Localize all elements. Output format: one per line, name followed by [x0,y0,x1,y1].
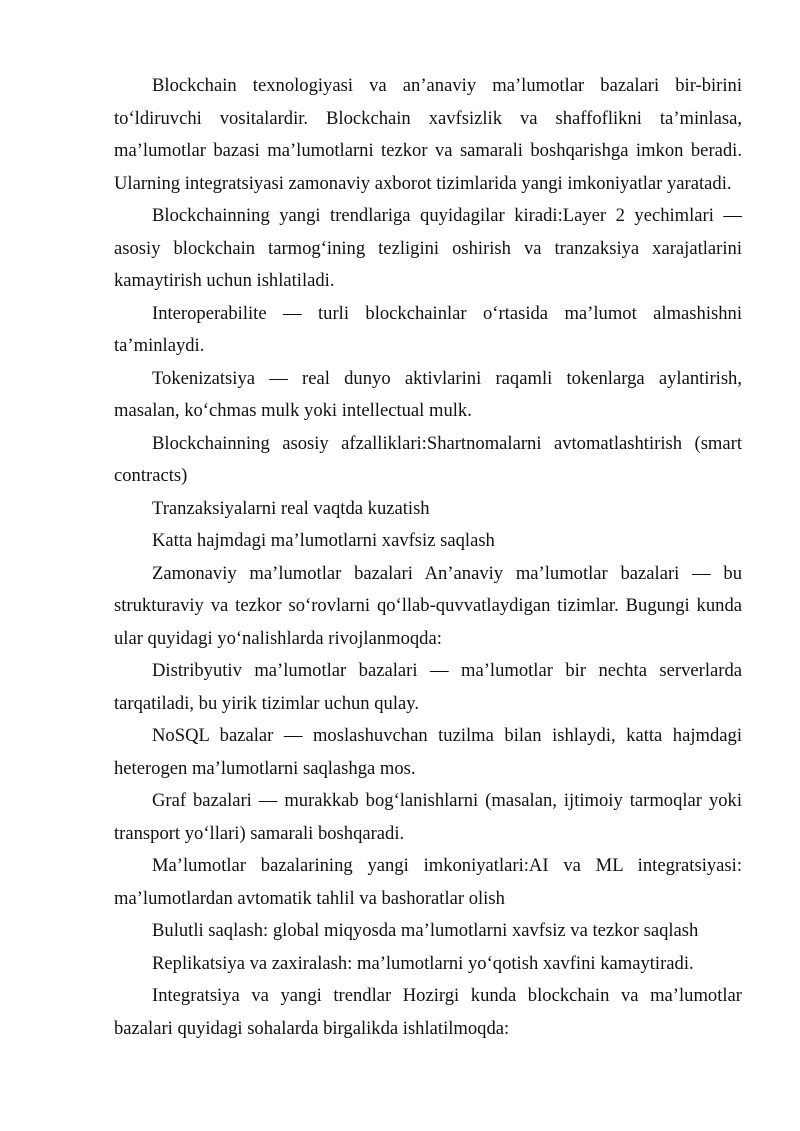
paragraph: Interoperabilite — turli blockchainlar o‘rtasida ma’lumot almashishni ta’minlaydi. [114,302,742,356]
paragraph: Replikatsiya va zaxiralash: ma’lumotlarni yo‘qotish xavfini kamaytiradi. [152,952,694,974]
paragraph: Integratsiya va yangi trendlar Hozirgi kunda blockchain va ma’lumotlar bazalari quyidagi sohalarda birgalikda ishlatilmoqda: [114,985,742,1039]
paragraph: Zamonaviy ma’lumotlar bazalari An’anaviy ma’lumotlar bazalari — bu strukturaviy va tezkor so‘rovlarni qo‘llab-quvvatlaydigan tizimlar. Bugungi kunda ular quyidagi yo‘nalishlarda rivojlanmoqda: [114,562,742,649]
paragraph: Blockchain texnologiyasi va an’anaviy ma’lumotlar bazalari bir-birini to‘ldiruvchi vositalardir. Blockchain xavfsizlik va shaffoflikni ta’minlasa, ma’lumotlar bazasi ma’lumotlarni tezkor va samarali boshqarishga imkon beradi. Ularning integratsiyasi zamonaviy axborot tizimlarida yangi imkoniyatlar yaratadi. [114,75,742,194]
paragraph: Distribyutiv ma’lumotlar bazalari — ma’lumotlar bir nechta serverlarda tarqatiladi, bu yirik tizimlar uchun qulay. [114,660,742,714]
paragraph: Tokenizatsiya — real dunyo aktivlarini raqamli tokenlarga aylantirish, masalan, ko‘chmas mulk yoki intellectual mulk. [114,367,742,421]
paragraph: Graf bazalari — murakkab bog‘lanishlarni (masalan, ijtimoiy tarmoqlar yoki transport yo‘llari) samarali boshqaradi. [114,790,742,844]
paragraph: NoSQL bazalar — moslashuvchan tuzilma bilan ishlaydi, katta hajmdagi heterogen ma’lumotlarni saqlashga mos. [114,725,742,779]
paragraph: Katta hajmdagi ma’lumotlarni xavfsiz saqlash [152,530,495,551]
document-page [114,70,742,1045]
paragraph: Blockchainning yangi trendlariga quyidagilar kiradi:Layer 2 yechimlari — asosiy blockchain tarmog‘ining tezligini oshirish va tranzaksiya xarajatlarini kamaytirish uchun ishlatiladi. [114,205,742,291]
paragraph: Bulutli saqlash: global miqyosda ma’lumotlarni xavfsiz va tezkor saqlash [152,920,699,941]
paragraph: Tranzaksiyalarni real vaqtda kuzatish [152,497,430,519]
paragraph: Blockchainning asosiy afzalliklari:Shartnomalarni avtomatlashtirish (smart contracts) [114,432,742,486]
paragraph: Ma’lumotlar bazalarining yangi imkoniyatlari:AI va ML integratsiyasi: ma’lumotlardan avtomatik tahlil va bashoratlar olish [114,855,742,909]
